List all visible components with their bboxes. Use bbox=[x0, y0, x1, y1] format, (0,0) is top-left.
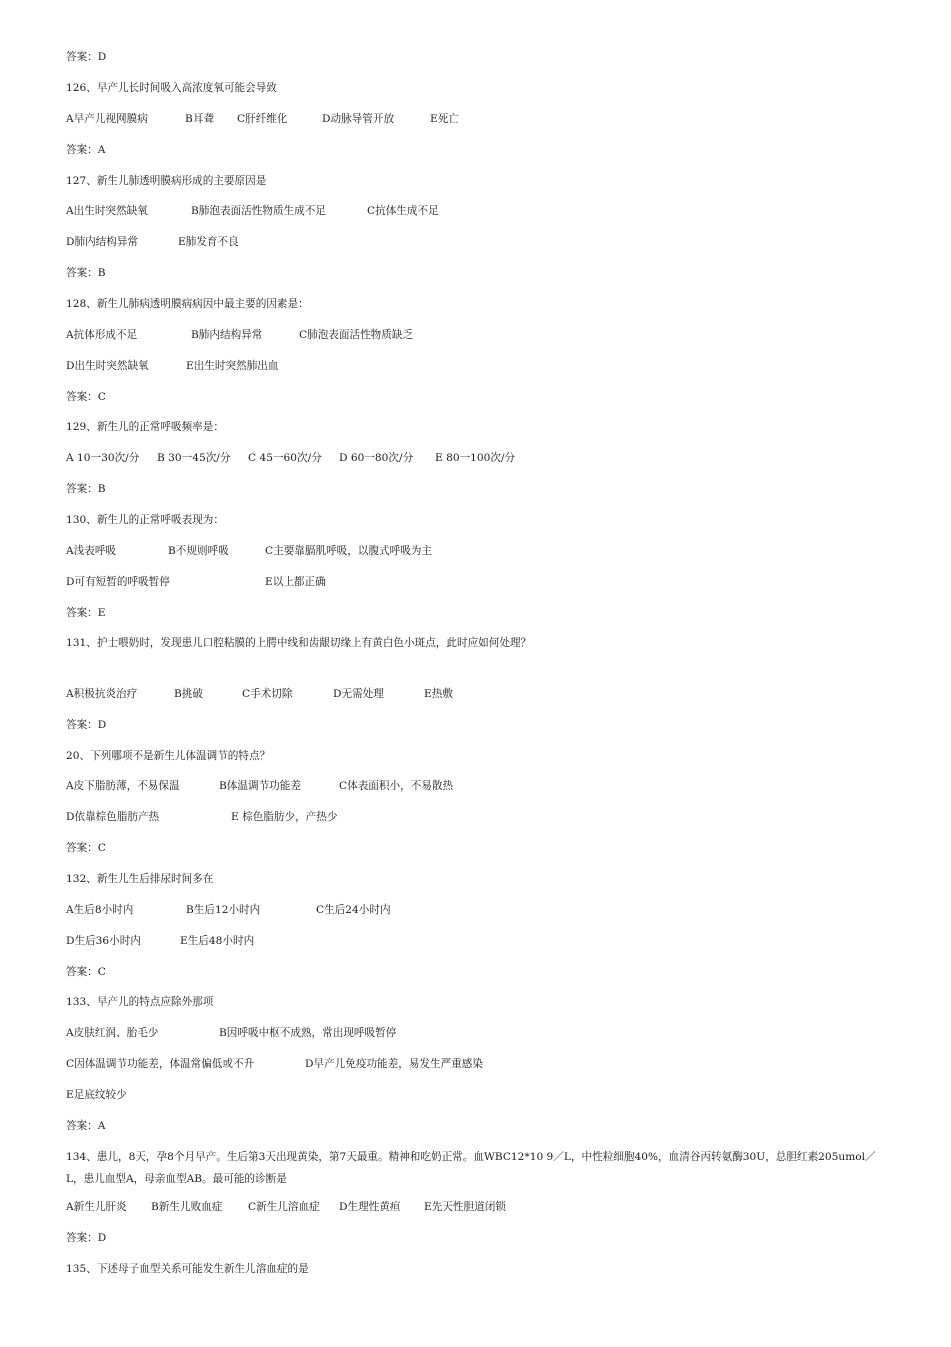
answer-line: 答案：C bbox=[66, 966, 106, 978]
option: B因呼吸中枢不成熟，常出现呼吸暂停 bbox=[219, 1027, 397, 1039]
question-132: 132、新生儿生后排尿时间多在 bbox=[66, 873, 214, 885]
option: C体表面积小，不易散热 bbox=[339, 780, 454, 792]
answer-line: 答案：B bbox=[66, 267, 106, 279]
option: A 10一30次/分 bbox=[66, 452, 140, 464]
option: E出生时突然肺出血 bbox=[186, 360, 279, 372]
question-127: 127、新生儿肺透明膜病形成的主要原因是 bbox=[66, 175, 267, 187]
option: C生后24小时内 bbox=[316, 904, 391, 916]
option: D无需处理 bbox=[333, 688, 384, 700]
option: B体温调节功能差 bbox=[219, 780, 301, 792]
option: D生后36小时内 bbox=[66, 935, 141, 947]
option: C手术切除 bbox=[242, 688, 293, 700]
option: E生后48小时内 bbox=[180, 935, 255, 947]
option: B肺内结构异常 bbox=[191, 329, 263, 341]
option: B肺泡表面活性物质生成不足 bbox=[191, 205, 326, 217]
option: E肺发育不良 bbox=[178, 236, 239, 248]
answer-line: 答案：E bbox=[66, 607, 106, 619]
answer-line: 答案：B bbox=[66, 483, 106, 495]
option: B不规则呼吸 bbox=[168, 545, 229, 557]
answer-line: 答案：A bbox=[66, 1120, 106, 1132]
option: B生后12小时内 bbox=[186, 904, 261, 916]
question-131: 131、护士喂奶时，发现患儿口腔粘膜的上腭中线和齿龈切缘上有黄白色小斑点，此时应如何处理？ bbox=[66, 637, 532, 649]
option: A皮肤红润、胎毛少 bbox=[66, 1027, 159, 1039]
option: B新生儿败血症 bbox=[151, 1201, 223, 1213]
option: B耳聋 bbox=[185, 113, 214, 125]
option: B 30一45次/分 bbox=[157, 452, 231, 464]
answer-line: 答案：C bbox=[66, 391, 106, 403]
option: A早产儿视网膜病 bbox=[66, 113, 148, 125]
option: D生理性黄疸 bbox=[339, 1201, 401, 1213]
question-135: 135、下述母子血型关系可能发生新生儿溶血症的是 bbox=[66, 1263, 309, 1275]
question-130: 130、新生儿的正常呼吸表现为： bbox=[66, 514, 224, 526]
question-128: 128、新生儿肺病透明膜病病因中最主要的因素是： bbox=[66, 298, 309, 310]
option: C肝纤维化 bbox=[237, 113, 288, 125]
option: E 80一100次/分 bbox=[435, 452, 516, 464]
option: E死亡 bbox=[430, 113, 459, 125]
option: D出生时突然缺氧 bbox=[66, 360, 149, 372]
option: A浅表呼吸 bbox=[66, 545, 117, 557]
answer-line: 答案：D bbox=[66, 1232, 107, 1244]
option: E热敷 bbox=[424, 688, 453, 700]
option: D早产儿免疫功能差，易发生严重感染 bbox=[305, 1058, 483, 1070]
option: C抗体生成不足 bbox=[367, 205, 439, 217]
option: C主要靠膈肌呼吸，以腹式呼吸为主 bbox=[265, 545, 433, 557]
option: C肺泡表面活性物质缺乏 bbox=[299, 329, 414, 341]
option: E先天性胆道闭锁 bbox=[424, 1201, 506, 1213]
question-133: 133、早产儿的特点应除外那项 bbox=[66, 996, 214, 1008]
question-126: 126、早产儿长时间吸入高浓度氧可能会导致 bbox=[66, 82, 277, 94]
question-129: 129、新生儿的正常呼吸频率是： bbox=[66, 421, 224, 433]
option: D依靠棕色脂肪产热 bbox=[66, 811, 160, 823]
option: D可有短暂的呼吸暂停 bbox=[66, 576, 170, 588]
question-134: 134、患儿，8天，孕8个月早产。生后第3天出现黄染，第7天最重。精神和吃奶正常。血WBC12*10 9／L，中性粒细胞40%，血清谷丙转氨酶30U，总胆红素205umol／L，患儿血型A，母亲血型AB。最可能的诊断是 bbox=[66, 1151, 876, 1185]
option: B挑破 bbox=[174, 688, 203, 700]
option: A积极抗炎治疗 bbox=[66, 688, 138, 700]
answer-line: 答案：D bbox=[66, 51, 107, 63]
option: E足底纹较少 bbox=[66, 1089, 127, 1101]
option: C 45一60次/分 bbox=[248, 452, 322, 464]
option: D 60一80次/分 bbox=[339, 452, 414, 464]
option: A皮下脂肪薄，不易保温 bbox=[66, 780, 180, 792]
option: C新生儿溶血症 bbox=[248, 1201, 320, 1213]
option: A新生儿肝炎 bbox=[66, 1201, 127, 1213]
question-20: 20、下列哪项不是新生儿体温调节的特点？ bbox=[66, 750, 271, 762]
option: E 棕色脂肪少，产热少 bbox=[231, 811, 338, 823]
answer-line: 答案：C bbox=[66, 842, 106, 854]
answer-line: 答案：A bbox=[66, 144, 106, 156]
option: D肺内结构异常 bbox=[66, 236, 139, 248]
option: E以上都正确 bbox=[265, 576, 326, 588]
option: A出生时突然缺氧 bbox=[66, 205, 148, 217]
option: A抗体形成不足 bbox=[66, 329, 138, 341]
option: A生后8小时内 bbox=[66, 904, 134, 916]
option: C因体温调节功能差，体温常偏低或不升 bbox=[66, 1058, 255, 1070]
answer-line: 答案：D bbox=[66, 719, 107, 731]
option: D动脉导管开放 bbox=[322, 113, 395, 125]
